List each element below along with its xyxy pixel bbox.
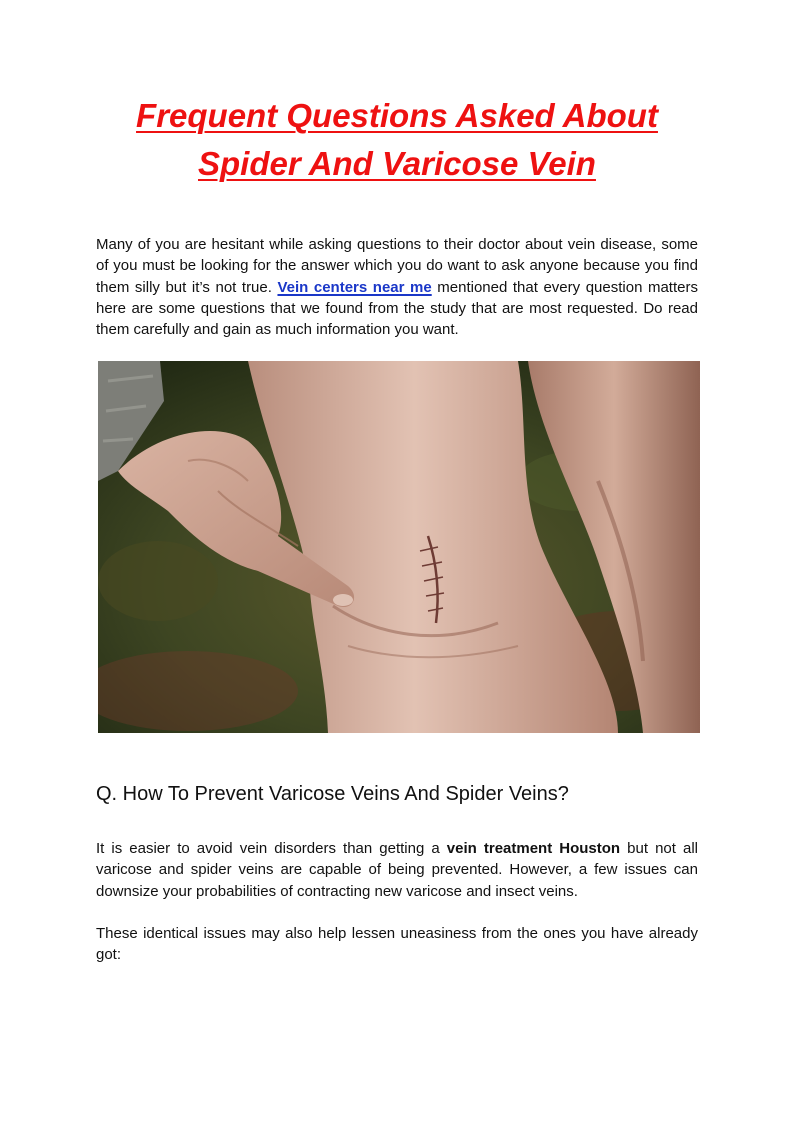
para2-text-before-bold: It is easier to avoid vein disorders than getting a bbox=[96, 840, 447, 857]
leg-photo-image bbox=[98, 361, 700, 733]
intro-text-before-link: Many of you are hesitant while asking questions to their doctor about vein disease, some of you must be looking for the answer which you do want to ask anyone because you find them silly but it’s not true. bbox=[96, 236, 698, 296]
issues-paragraph: These identical issues may also help lessen uneasiness from the ones you have already got: bbox=[96, 925, 698, 964]
prevention-paragraph bbox=[96, 838, 698, 902]
para2-text-after-bold: but not all varicose and spider veins are capable of being prevented. However, a few issues can downsize your probabilities of contracting new varicose and insect veins. bbox=[96, 840, 698, 900]
section-heading: Q. How To Prevent Varicose Veins And Spider Veins? bbox=[96, 783, 569, 805]
intro-paragraph bbox=[96, 234, 698, 340]
page-title bbox=[60, 92, 734, 188]
vein-centers-link[interactable]: Vein centers near me bbox=[277, 278, 432, 296]
title-line-2: Spider And Varicose Vein bbox=[198, 145, 596, 182]
vein-treatment-houston-text: vein treatment Houston bbox=[446, 840, 621, 857]
title-line-1: Frequent Questions Asked About bbox=[136, 97, 658, 134]
intro-text-after-link: mentioned that every question matters here are some questions that we found from the study that are most requested. Do read them carefully and gain as much information you want. bbox=[96, 278, 698, 339]
